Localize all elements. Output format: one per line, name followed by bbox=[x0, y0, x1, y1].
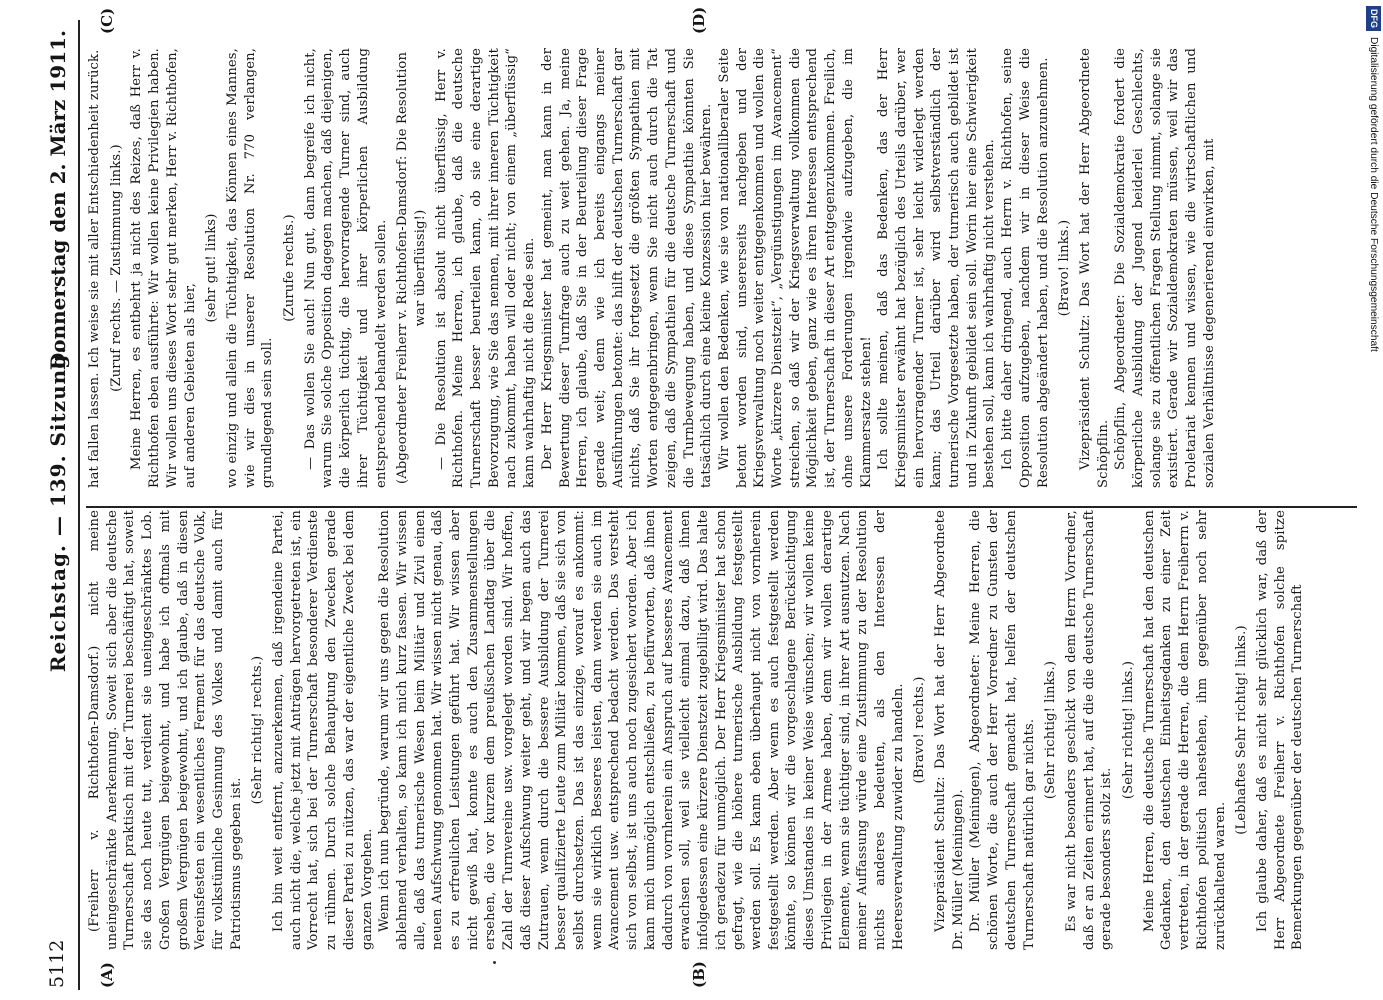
margin-marker-c: (C) bbox=[98, 7, 116, 34]
paragraph: Der Herr Kriegsminister hat gemeint, man kann in der Bewertung dieser Turnfrage auch zu weit gehen. Ja, meine Herren, ich glaube, daß Sie in der Beurteilung dieser Frage gerade weit; denn wie ich bereits eingangs meiner Ausführungen betonte: das hilft der deutschen Turnerschaft gar nichts, daß Sie ihr fortgesetzt die größten Sympathien mit Worten entgegenbringen, wenn Sie nicht auch durch die Tat zeigen, daß die Sympathien für die deutsche Turnerschaft und die Turnbewegung haben, und diese Sympathie könnten Sie tatsächlich durch eine kleine Konzession hier bewähren. bbox=[539, 48, 715, 488]
interjection: (Bravo! links.) bbox=[1057, 219, 1073, 317]
column-divider bbox=[86, 506, 1357, 508]
interjection: (Abgeordneter Freiherr v. Richthofen-Damsdorf: Die Resolution war überflüssig!) bbox=[395, 51, 428, 485]
running-header bbox=[42, 30, 76, 988]
digitization-credit: Digitalisierung gefördert durch die Deutsche Forschungsgemeinschaft bbox=[1368, 37, 1379, 352]
interjection: (Zuruf rechts. — Zustimmung links.) bbox=[108, 144, 124, 392]
margin-marker-b: (B) bbox=[690, 961, 708, 988]
paragraph: Schöpflin, Abgeordneter: Die Sozialdemokratie fordert die körperliche Ausbildung der Jugend beiderlei Geschlechts, solange sie zu öffentlichen Fragen Stellung nimmt, solange sie existiert. Gerade wir Sozialdemokraten müssen, weil wir das Proletariat kennen und wissen, wie die wirtschaftlichen und sozialen Verhältnisse degenerierend einwirken, mit bbox=[1113, 48, 1217, 488]
digitization-note bbox=[1366, 6, 1381, 996]
left-text-column bbox=[86, 510, 1361, 950]
interjection: (Bravo! rechts.) bbox=[912, 676, 928, 784]
interjection: (Sehr richtig! rechts.) bbox=[250, 655, 266, 805]
interjection: (Lebhaftes Sehr richtig! links.) bbox=[1234, 625, 1250, 835]
interjection: (sehr gut! links) bbox=[204, 213, 220, 323]
dfg-logo: DFG bbox=[1366, 6, 1381, 31]
header-rule bbox=[78, 20, 80, 990]
paragraph: Ich bitte daher dringend, auch Herrn v. Richthofen, seine Opposition aufzugeben, nachdem wir in dieser Weise die Resolution abgeändert haben, und die Resolution anzunehmen. bbox=[1000, 48, 1051, 488]
paragraph: Ich sollte meinen, daß das Bedenken, das der Herr Kriegsminister erwähnt hat bezüglich des Urteils darüber, wer ein hervorragender Turner ist, sehr leicht widerlegt werden kann; das Urteil darüber wird selbstverständlich der turnerische Vorgesetzte haben, der turnerisch auch gebildet ist und in Zukunft gebildet sein soll. Worin hier eine Schwierigkeit bestehen soll, kann ich wahrhaftig nicht verstehen. bbox=[876, 48, 998, 488]
paragraph: Ich glaube daher, daß es nicht sehr glücklich war, daß der Herr Abgeordnete Freiherr v. Richthofen solche spitze Bemerkungen gegenüber der deutschen Turnerschaft bbox=[1255, 510, 1306, 950]
paragraph: Wenn ich nun begründe, warum wir uns gegen die Resolution ablehnend verhalten, so kann ich mich kurz fassen. Wir wissen alle, daß das turnerische Wesen beim Militär und Zivil einen neuen Aufschwung genommen hat. Wir wissen nicht genau, daß es zu erfreulichen Leistungen geführt hat. Wir wissen aber nicht gewiß hat, konnte es auch den Zusammenstellungen ersehen, die vor kurzem dem preußischen Landtag über die Zahl der Turnvereine usw. vorgelegt worden sind. Wir hoffen, daß dieser Aufschwung weiter geht, und wir hegen auch das Zutrauen, wenn durch die bessere Ausbildung der Turnerei besser qualifizierte Leute zum Militär kommen, daß sie sich von selbst durchsetzen. Das ist das einzige, worauf es ankommt: wenn sie wirklich Besseres leisten, dann werden sie auch im Avancement usw. entsprechend bedacht werden. Das versteht sich von selbst, ist uns auch noch zugesichert worden. Aber ich kann mich unmöglich entschließen, zu befürworten, daß ihnen dadurch von vornherein ein Anspruch auf besseres Avancement erwachsen soll, weil sie vielleicht einmal dazu, daß ihnen infolgedessen eine kürzere Dienstzeit zugebilligt wird. Das halte ich geradezu für unmöglich. Der Herr Kriegsminister hat schon gefragt, wie die höhere turnerische Ausbildung festgestellt werden soll. Es kann eben überhaupt nicht von vornherein festgestellt werden. Aber wenn es auch festgestellt werden könnte, so können wir die vorgeschlagene Berücksichtigung dieses Umstandes in keiner Weise wünschen; wir wollen keine Privilegien in der Armee haben, denn wir wollen derartige Elemente, wenn sie tüchtiger sind, in ihrer Art ausnutzen. Nach meiner Auffassung würde eine Zustimmung zu der Resolution nichts anderes bedeuten, als den Interessen der Heeresverwaltung zuwider zu handeln. bbox=[377, 510, 906, 950]
paragraph: Vizepräsident Schultz: Das Wort hat der Herr Abgeordnete Schöpflin. bbox=[1077, 48, 1111, 488]
paragraph: Ich bin weit entfernt, anzuerkennen, daß irgendeine Partei, auch nicht die, welche jetzt mit Anträgen hervorgetreten ist, ein Vorrecht hat, sich bei der Turnerschaft besonderer Verdienste zu rühmen. Durch solche Behauptung den Zwecken gerade dieser Partei zu nützen, das war der eigentliche Zweck bei dem ganzen Vorgehen. bbox=[271, 510, 375, 950]
paragraph: (Freiherr v. Richthofen-Damsdorf.) nicht meine uneingeschränkte Anerkennung. Soweit sich aber die deutsche Turnerschaft praktisch mit der Turnerei beschäftigt hat, soweit sie das noch heute tut, verdient sie uneingeschränktes Lob. Großen Vergnügen beigewohnt, und habe ich oftmals mit großem Vergnügen beigewohnt, und ich glaube, daß in diesen Vereinsfesten ein wesentliches Ferment für das deutsche Volk, für volkstümliche Gesinnung des Volkes und damit auch für Patriotismus gegeben ist. bbox=[87, 510, 244, 950]
right-text-column bbox=[86, 48, 1361, 488]
scan-speck bbox=[493, 961, 496, 964]
paragraph: wo einzig und allein die Tüchtigkeit, das Können eines Mannes, wie wir dies in unserer Resolution Nr. 770 verlangen, grundlegend sein soll. bbox=[224, 48, 276, 488]
page-number: 5112 bbox=[46, 939, 68, 988]
paragraph: Meine Herren, die deutsche Turnerschaft hat den deutschen Gedanken, den deutschen Einheitsgedanken zu einer Zeit vertreten, in der gerade die Herren, die dem Herrn Freiherrn v. Richthofen politisch nahestehen, ihm gegenüber noch sehr zurückhaltend waren. bbox=[1141, 510, 1228, 950]
paragraph: Meine Herren, es entbehrt ja nicht des Reizes, daß Herr v. Richthofen eben ausführte: Wir wollen keine Privilegien haben. Wir wollen uns dieses Wort sehr gut merken, Herr v. Richthofen, auf anderen Gebieten als hier, bbox=[129, 48, 198, 488]
paragraph: — Das wollen Sie auch! Nun gut, dann begreife ich nicht, warum Sie solche Opposition dagegen machen, daß diejenigen, die körperlich tüchtig, die hervorragende Turner sind, auch ihrer Tüchtigkeit und ihrer körperlichen Ausbildung entsprechend behandelt werden sollen. bbox=[302, 48, 389, 488]
interjection: (Sehr richtig! links.) bbox=[1043, 660, 1059, 800]
paragraph: Dr. Müller (Meiningen), Abgeordneter: Meine Herren, die schönen Worte, die auch der Herr Vorredner zu Gunsten der deutschen Turnerschaft gemacht hat, helfen der deutschen Turnerschaft natürlich gar nichts. bbox=[968, 510, 1037, 950]
paragraph: Wir wollen den Bedenken, wie sie von nationalliberaler Seite betont worden sind, unsererseits nachgeben und der Kriegsverwaltung noch weiter entgegenkommen und wollen die Worte „kürzere Dienstzeit“, „Vergünstigungen im Avancement“ streichen, so daß wir der Kriegsverwaltung vollkommen die Möglichkeit geben, ganz wie es ihren Interessen entsprechend ist, der Turnerschaft in dieser Art entgegenzukommen. Freilich, ohne unsere Forderungen irgendwie aufzugeben, die im Klammersatze stehen! bbox=[716, 48, 874, 488]
paragraph: hat fallen lassen. Ich weise sie mit aller Entschiedenheit zurück. bbox=[87, 49, 102, 488]
paragraph: — Die Resolution ist absolut nicht überflüssig, Herr v. Richthofen. Meine Herren, ich glaube, daß die deutsche Turnerschaft besser beurteilen kann, ob sie eine derartige Bevorzugung, wie Sie das nennen, mit ihrer inneren Tüchtigkeit nach zukommt, haben will oder nicht; von einem „überflüssig“ kann wahrhaftig nicht die Rede sein. bbox=[433, 48, 538, 488]
paragraph: Es war nicht besonders geschickt von dem Herrn Vorredner, daß er an Zeiten erinnert hat, auf die die deutsche Turnerschaft gerade besonders stolz ist. bbox=[1063, 510, 1115, 950]
margin-marker-d: (D) bbox=[690, 6, 708, 34]
interjection: (Sehr richtig! links.) bbox=[1121, 660, 1137, 800]
margin-marker-a: (A) bbox=[98, 962, 116, 988]
interjection: (Zurufe rechts.) bbox=[282, 214, 298, 322]
paragraph: Vizepräsident Schultz: Das Wort hat der Herr Abgeordnete Dr. Müller (Meiningen). bbox=[933, 510, 966, 950]
running-title: Reichstag. — 139. Sitzung. bbox=[46, 345, 70, 673]
session-date: Donnerstag den 2. März 1911. bbox=[46, 30, 70, 371]
